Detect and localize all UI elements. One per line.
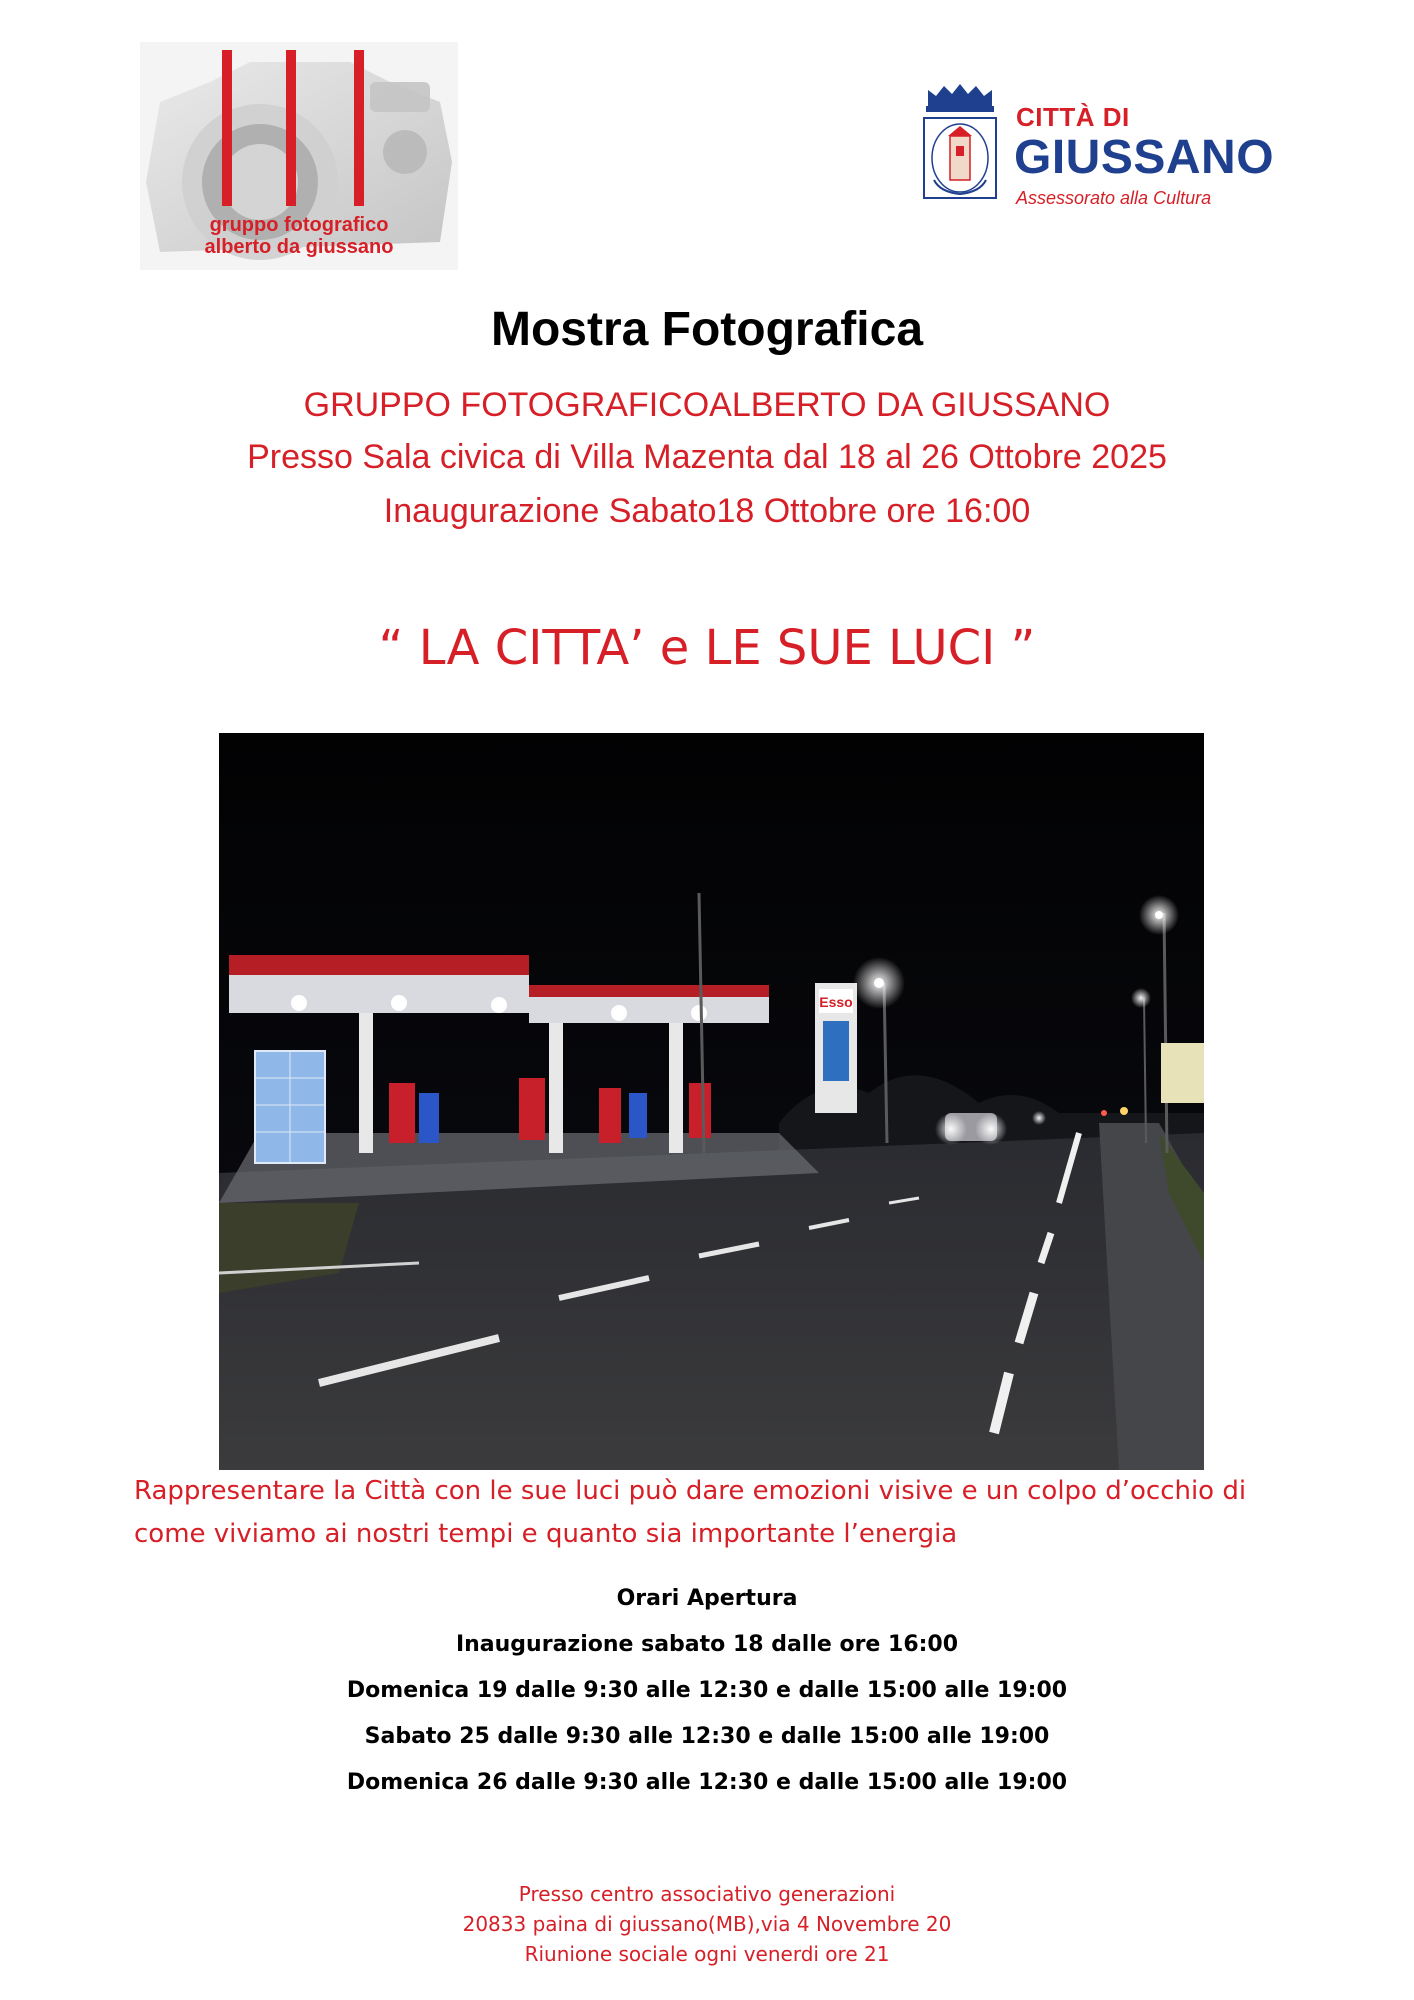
exhibition-description bbox=[134, 1470, 1334, 1556]
schedule-item: Domenica 19 dalle 9:30 alle 12:30 e dalle 15:00 alle 19:00 bbox=[346, 1678, 1068, 1703]
esso-sign-text: Esso bbox=[819, 994, 853, 1010]
poster-title: Mostra Fotografica bbox=[490, 303, 924, 356]
logo-right-line3: Assessorato alla Cultura bbox=[1016, 188, 1212, 208]
organizer-line: GRUPPO FOTOGRAFICOALBERTO DA GIUSSANO bbox=[303, 386, 1111, 424]
logo-left-line1: gruppo fotografico bbox=[209, 214, 389, 236]
logo-right-line2: GIUSSANO bbox=[1014, 131, 1275, 184]
schedule-heading: Orari Apertura bbox=[616, 1586, 798, 1611]
description-line2: come viviamo ai nostri tempi e quanto sia importante l’energia bbox=[134, 1519, 958, 1549]
venue-line: Presso Sala civica di Villa Mazenta dal 18 al 26 Ottobre 2025 bbox=[247, 438, 1167, 476]
footer-line3: Riunione sociale ogni venerdi ore 21 bbox=[524, 1942, 890, 1966]
logo-right-line1: CITTÀ DI bbox=[1016, 102, 1130, 132]
inauguration-line: Inaugurazione Sabato18 Ottobre ore 16:00 bbox=[383, 492, 1031, 530]
schedule-item: Inaugurazione sabato 18 dalle ore 16:00 bbox=[455, 1632, 959, 1657]
night-street-photo bbox=[219, 733, 1204, 1470]
exhibition-title: “ LA CITTA’ e LE SUE LUCI ” bbox=[378, 620, 1036, 676]
schedule-item: Domenica 26 dalle 9:30 alle 12:30 e dalle 15:00 alle 19:00 bbox=[346, 1770, 1068, 1795]
footer-line2: 20833 paina di giussano(MB),via 4 Novembre 20 bbox=[462, 1912, 952, 1936]
schedule-item: Sabato 25 dalle 9:30 alle 12:30 e dalle 15:00 alle 19:00 bbox=[364, 1724, 1050, 1749]
logo-left-line2: alberto da giussano bbox=[204, 236, 394, 258]
citta-di-giussano-logo bbox=[920, 80, 1275, 210]
gruppo-fotografico-logo bbox=[140, 42, 458, 270]
description-line1: Rappresentare la Città con le sue luci può dare emozioni visive e un colpo d’occhio di bbox=[134, 1476, 1247, 1506]
footer-line1: Presso centro associativo generazioni bbox=[518, 1882, 896, 1906]
coat-of-arms-icon bbox=[920, 80, 1000, 210]
